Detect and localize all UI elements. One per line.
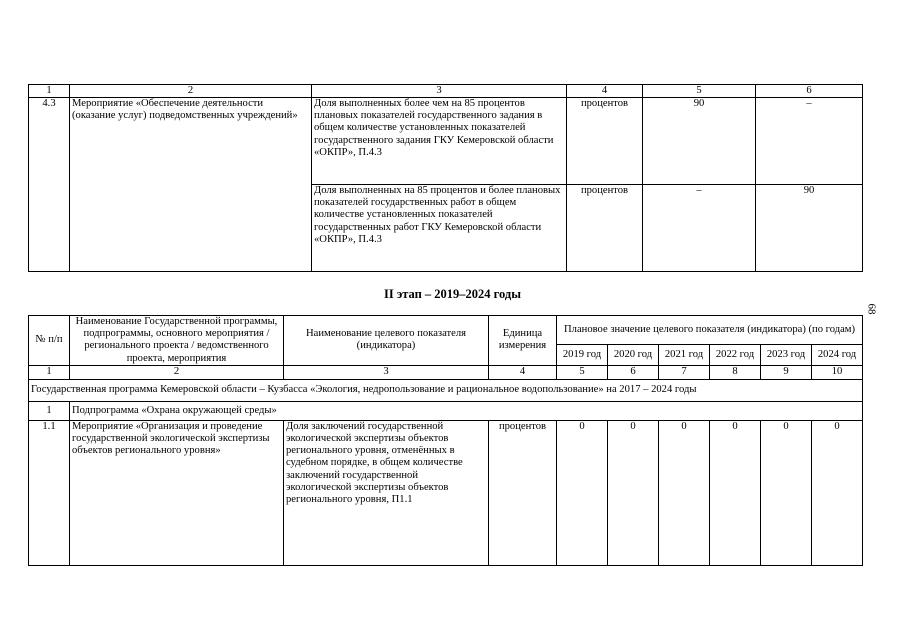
- table-row: [29, 420, 863, 565]
- year-header: 2022 год: [710, 345, 761, 365]
- column-number: 3: [284, 365, 489, 379]
- column-number: 10: [812, 365, 863, 379]
- value-cell: –: [643, 185, 756, 272]
- value-cell: 90: [643, 98, 756, 185]
- value-cell: 90: [756, 185, 863, 272]
- value-cell: 0: [557, 420, 608, 565]
- value-cell: 0: [659, 420, 710, 565]
- stage-heading: II этап – 2019–2024 годы: [383, 287, 522, 301]
- header-cell: 1: [29, 85, 70, 98]
- row-number: 4.3: [29, 98, 70, 272]
- unit-cell: процентов: [567, 185, 643, 272]
- unit-cell: процентов: [489, 420, 557, 565]
- col-number-header: № п/п: [29, 316, 70, 366]
- year-header: 2019 год: [557, 345, 608, 365]
- column-numbers-row: [29, 365, 863, 379]
- header-cell: 3: [312, 85, 567, 98]
- col-unit-header: Единица измерения: [489, 316, 557, 366]
- year-header: 2024 год: [812, 345, 863, 365]
- subprogram-row: [29, 401, 863, 420]
- value-cell: –: [756, 98, 863, 185]
- header-row: [29, 316, 863, 345]
- column-number: 9: [761, 365, 812, 379]
- column-number: 5: [557, 365, 608, 379]
- header-cell: 5: [643, 85, 756, 98]
- indicator-name: Доля выполненных более чем на 85 процентов плановых показателей государственного задания в общем количестве установленных показателей государственного задания ГКУ Кемеровской области «ОКПР», П.4.3: [312, 98, 567, 185]
- table-row: [29, 98, 863, 185]
- year-header: 2020 год: [608, 345, 659, 365]
- value-cell: 0: [761, 420, 812, 565]
- program-title: Государственная программа Кемеровской области – Кузбасса «Экология, недропользование и рациональное водопользование» на 2017 – 2024 годы: [29, 379, 863, 401]
- year-header: 2023 год: [761, 345, 812, 365]
- column-number: 8: [710, 365, 761, 379]
- subprogram-number: 1: [29, 401, 70, 420]
- header-cell: 4: [567, 85, 643, 98]
- row-number: 1.1: [29, 420, 70, 565]
- bottom-table: [28, 315, 863, 566]
- header-cell: 6: [756, 85, 863, 98]
- program-row: [29, 379, 863, 401]
- value-cell: 0: [710, 420, 761, 565]
- column-number: 1: [29, 365, 70, 379]
- unit-cell: процентов: [567, 98, 643, 185]
- event-name: Мероприятие «Организация и проведение государственной экологической экспертизы объектов регионального уровня»: [70, 420, 284, 565]
- subprogram-title: Подпрограмма «Охрана окружающей среды»: [70, 401, 863, 420]
- column-number: 4: [489, 365, 557, 379]
- year-header: 2021 год: [659, 345, 710, 365]
- top-table-header-row: [29, 85, 863, 98]
- value-cell: 0: [812, 420, 863, 565]
- column-number: 7: [659, 365, 710, 379]
- event-name: Мероприятие «Обеспечение деятельности (оказание услуг) подведомственных учреждений»: [70, 98, 312, 272]
- header-cell: 2: [70, 85, 312, 98]
- indicator-name: Доля заключений государственной экологической экспертизы объектов регионального уровня, отменённых в судебном порядке, в общем количестве заключений государственной экологической экспертизы объектов регионального уровня, П1.1: [284, 420, 489, 565]
- top-table: [28, 84, 863, 272]
- column-number: 6: [608, 365, 659, 379]
- page-number: 68: [865, 303, 878, 315]
- col-indicator-header: Наименование целевого показателя (индикатора): [284, 316, 489, 366]
- indicator-name: Доля выполненных на 85 процентов и более плановых показателей государственных работ в общем количестве установленных показателей государственных работ ГКУ Кемеровской области «ОКПР», П.4.3: [312, 185, 567, 272]
- value-cell: 0: [608, 420, 659, 565]
- col-plan-header: Плановое значение целевого показателя (индикатора) (по годам): [557, 316, 863, 345]
- col-name-header: Наименование Государственной программы, подпрограммы, основного мероприятия / регионального проекта / ведомственного проекта, мероприятия: [70, 316, 284, 366]
- column-number: 2: [70, 365, 284, 379]
